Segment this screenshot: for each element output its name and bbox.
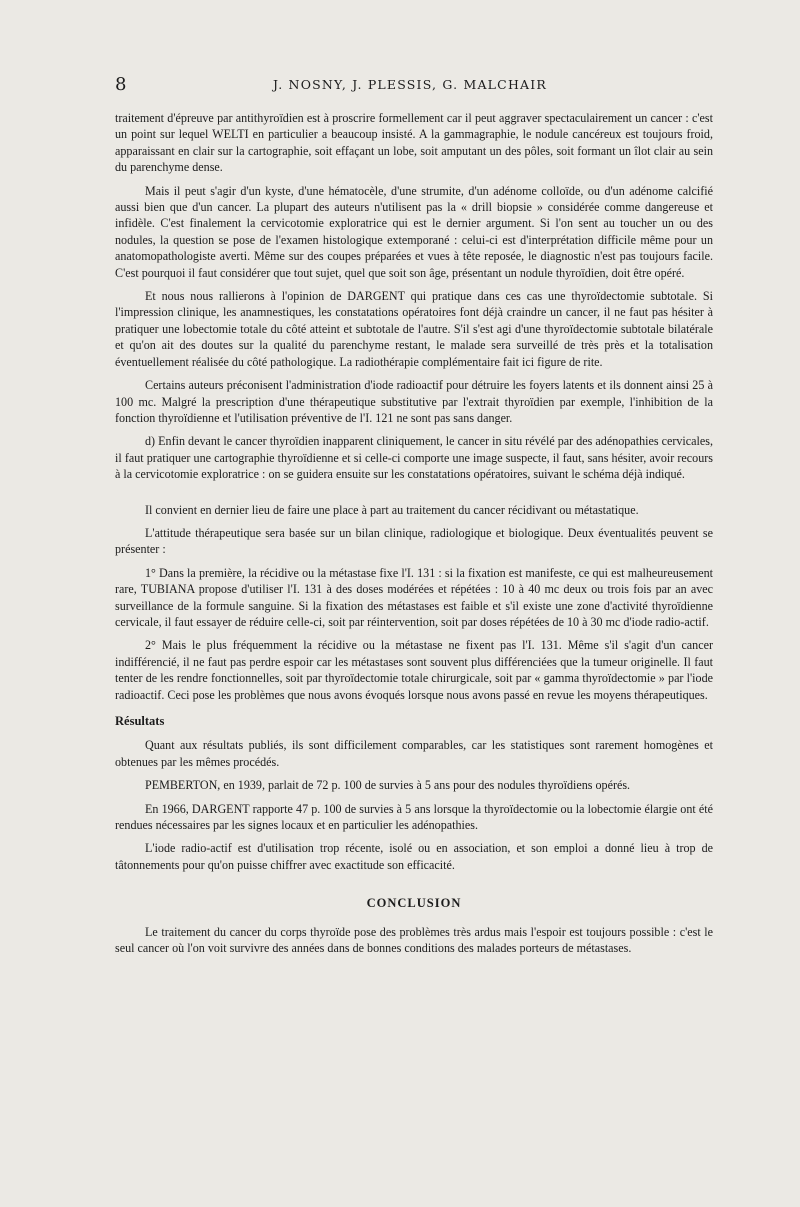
- paragraph: L'iode radio-actif est d'utilisation trop récente, isolé ou en association, et son emploi a donné lieu à trop de tâtonnements pour qu'on puisse chiffrer avec exactitude son efficacité.: [115, 841, 713, 872]
- paragraph: Quant aux résultats publiés, ils sont difficilement comparables, car les statistiques sont rarement homogènes et obtenues par les mêmes procédés.: [115, 738, 713, 769]
- paragraph: d) Enfin devant le cancer thyroïdien inapparent cliniquement, le cancer in situ révélé par des adénopathies cervicales, il faut pratiquer une cartographie thyroïdienne et si celle-ci comporte une image suspecte, il faut, sans hésiter, avoir recours à la cervicotomie exploratrice : on se guidera ensuite sur les constatations opératoires, suivant le schéma déjà indiqué.: [115, 434, 713, 482]
- body-text: [115, 110, 713, 963]
- paragraph: Certains auteurs préconisent l'administration d'iode radioactif pour détruire les foyers latents et ils donnent ainsi 25 à 100 mc. Malgré la prescription d'une thérapeutique substitutive par l'extrait thyroïdien par exemple, l'inhibition de la fonction thyroïdienne et l'utilisation préventive de l'I. 121 ne sont pas sans danger.: [115, 378, 713, 425]
- paragraph: 1° Dans la première, la récidive ou la métastase fixe l'I. 131 : si la fixation est manifeste, ce qui est malheureusement rare, TUBIANA propose d'utiliser l'I. 131 à des doses modérées et répétées : 10 à 40 mc deux ou trois fois par an avec surveillance de la formule sanguine. Si la fixation des métastases est faible et s'il existe une zone d'activité thyroïdienne cervicale, il faut essayer de réduire celle-ci, soit par réintervention, soit par doses répétées de 10 à 30 mc d'iode radio-actif.: [115, 565, 713, 629]
- page-header: [115, 74, 705, 98]
- paragraph: traitement d'épreuve par antithyroïdien est à proscrire formellement car il peut aggraver spectaculairement un cancer : c'est un point sur lequel WELTI en particulier a beaucoup insisté. A la gammagraphie, le nodule cancéreux est toujours froid, apparaissant en clair sur la cartographie, soit effaçant un lobe, soit amputant un des pôles, soit formant un îlot clair au sein du parenchyme dense.: [115, 111, 713, 175]
- paragraph: En 1966, DARGENT rapporte 47 p. 100 de survies à 5 ans lorsque la thyroïdectomie ou la lobectomie élargie ont été rendues nécessaires par les signes locaux et en particulier les adénopathies.: [115, 801, 713, 833]
- paragraph: Il convient en dernier lieu de faire une place à part au traitement du cancer récidivant ou métastatique.: [145, 502, 639, 517]
- section-heading-conclusion: CONCLUSION: [366, 896, 462, 911]
- page-number: 8: [115, 74, 127, 95]
- section-heading-results: Résultats: [115, 714, 165, 728]
- paragraph: Le traitement du cancer du corps thyroïde pose des problèmes très ardus mais l'espoir est toujours possible : c'est le seul cancer où l'on voit survivre des années dans de bonnes conditions des malades porteurs de métastases.: [115, 924, 713, 956]
- paragraph: 2° Mais le plus fréquemment la récidive ou la métastase ne fixent pas l'I. 131. Même s'il s'agit d'un cancer indifférencié, il ne faut pas perdre espoir car les métastases sont souvent plus différenciées que la tumeur originelle. Il faut tenter de les rendre fonctionnelles, soit par thyroïdectomie totale chirurgicale, soit par « gamma thyroïdectomie » par l'iode radioactif. Ceci pose les problèmes que nous avons évoqués lorsque nous avons passé en revue les moyens thérapeutiques.: [115, 638, 713, 702]
- paragraph: Et nous nous rallierons à l'opinion de DARGENT qui pratique dans ces cas une thyroïdectomie subtotale. Si l'impression clinique, les anamnestiques, les constatations opératoires font déjà craindre un cancer, il ne faut pas hésiter à pratiquer une lobectomie totale du côté atteint et subtotale de l'autre. S'il s'est agi d'une thyroïdectomie subtotale bilatérale et qu'on ait des doutes sur la qualité du parenchyme restant, le malade sera surveillé de très près et la totalisation éventuellement réalisée du côté pathologique. La radiothérapie complémentaire fait ici figure de rite.: [115, 289, 713, 369]
- paragraph: PEMBERTON, en 1939, parlait de 72 p. 100 de survies à 5 ans pour des nodules thyroïdiens opérés.: [145, 778, 631, 793]
- paragraph: Mais il peut s'agir d'un kyste, d'une hématocèle, d'une strumite, d'un adénome colloïde, ou d'un adénome calcifié aussi bien que d'un cancer. La plupart des auteurs n'utilisent pas la « drill biopsie » considérée comme dangereuse et infidèle. C'est finalement la cervicotomie exploratrice qui est le dernier argument. Si l'on sent au toucher un ou des nodules, la question se pose de l'examen histologique extemporané : celui-ci est d'interprétation difficile même pour un anatomopathologiste averti. Même sur des coupes préparées et vues à tête reposée, le diagnostic n'est pas toujours facile. C'est pourquoi il faut considérer que tout sujet, quel que soit son âge, présentant un nodule thyroïdien, doit être opéré.: [115, 183, 713, 280]
- paragraph: L'attitude thérapeutique sera basée sur un bilan clinique, radiologique et biologique. Deux éventualités peuvent se présenter :: [115, 525, 713, 557]
- running-head: J. NOSNY, J. PLESSIS, G. MALCHAIR: [272, 77, 548, 92]
